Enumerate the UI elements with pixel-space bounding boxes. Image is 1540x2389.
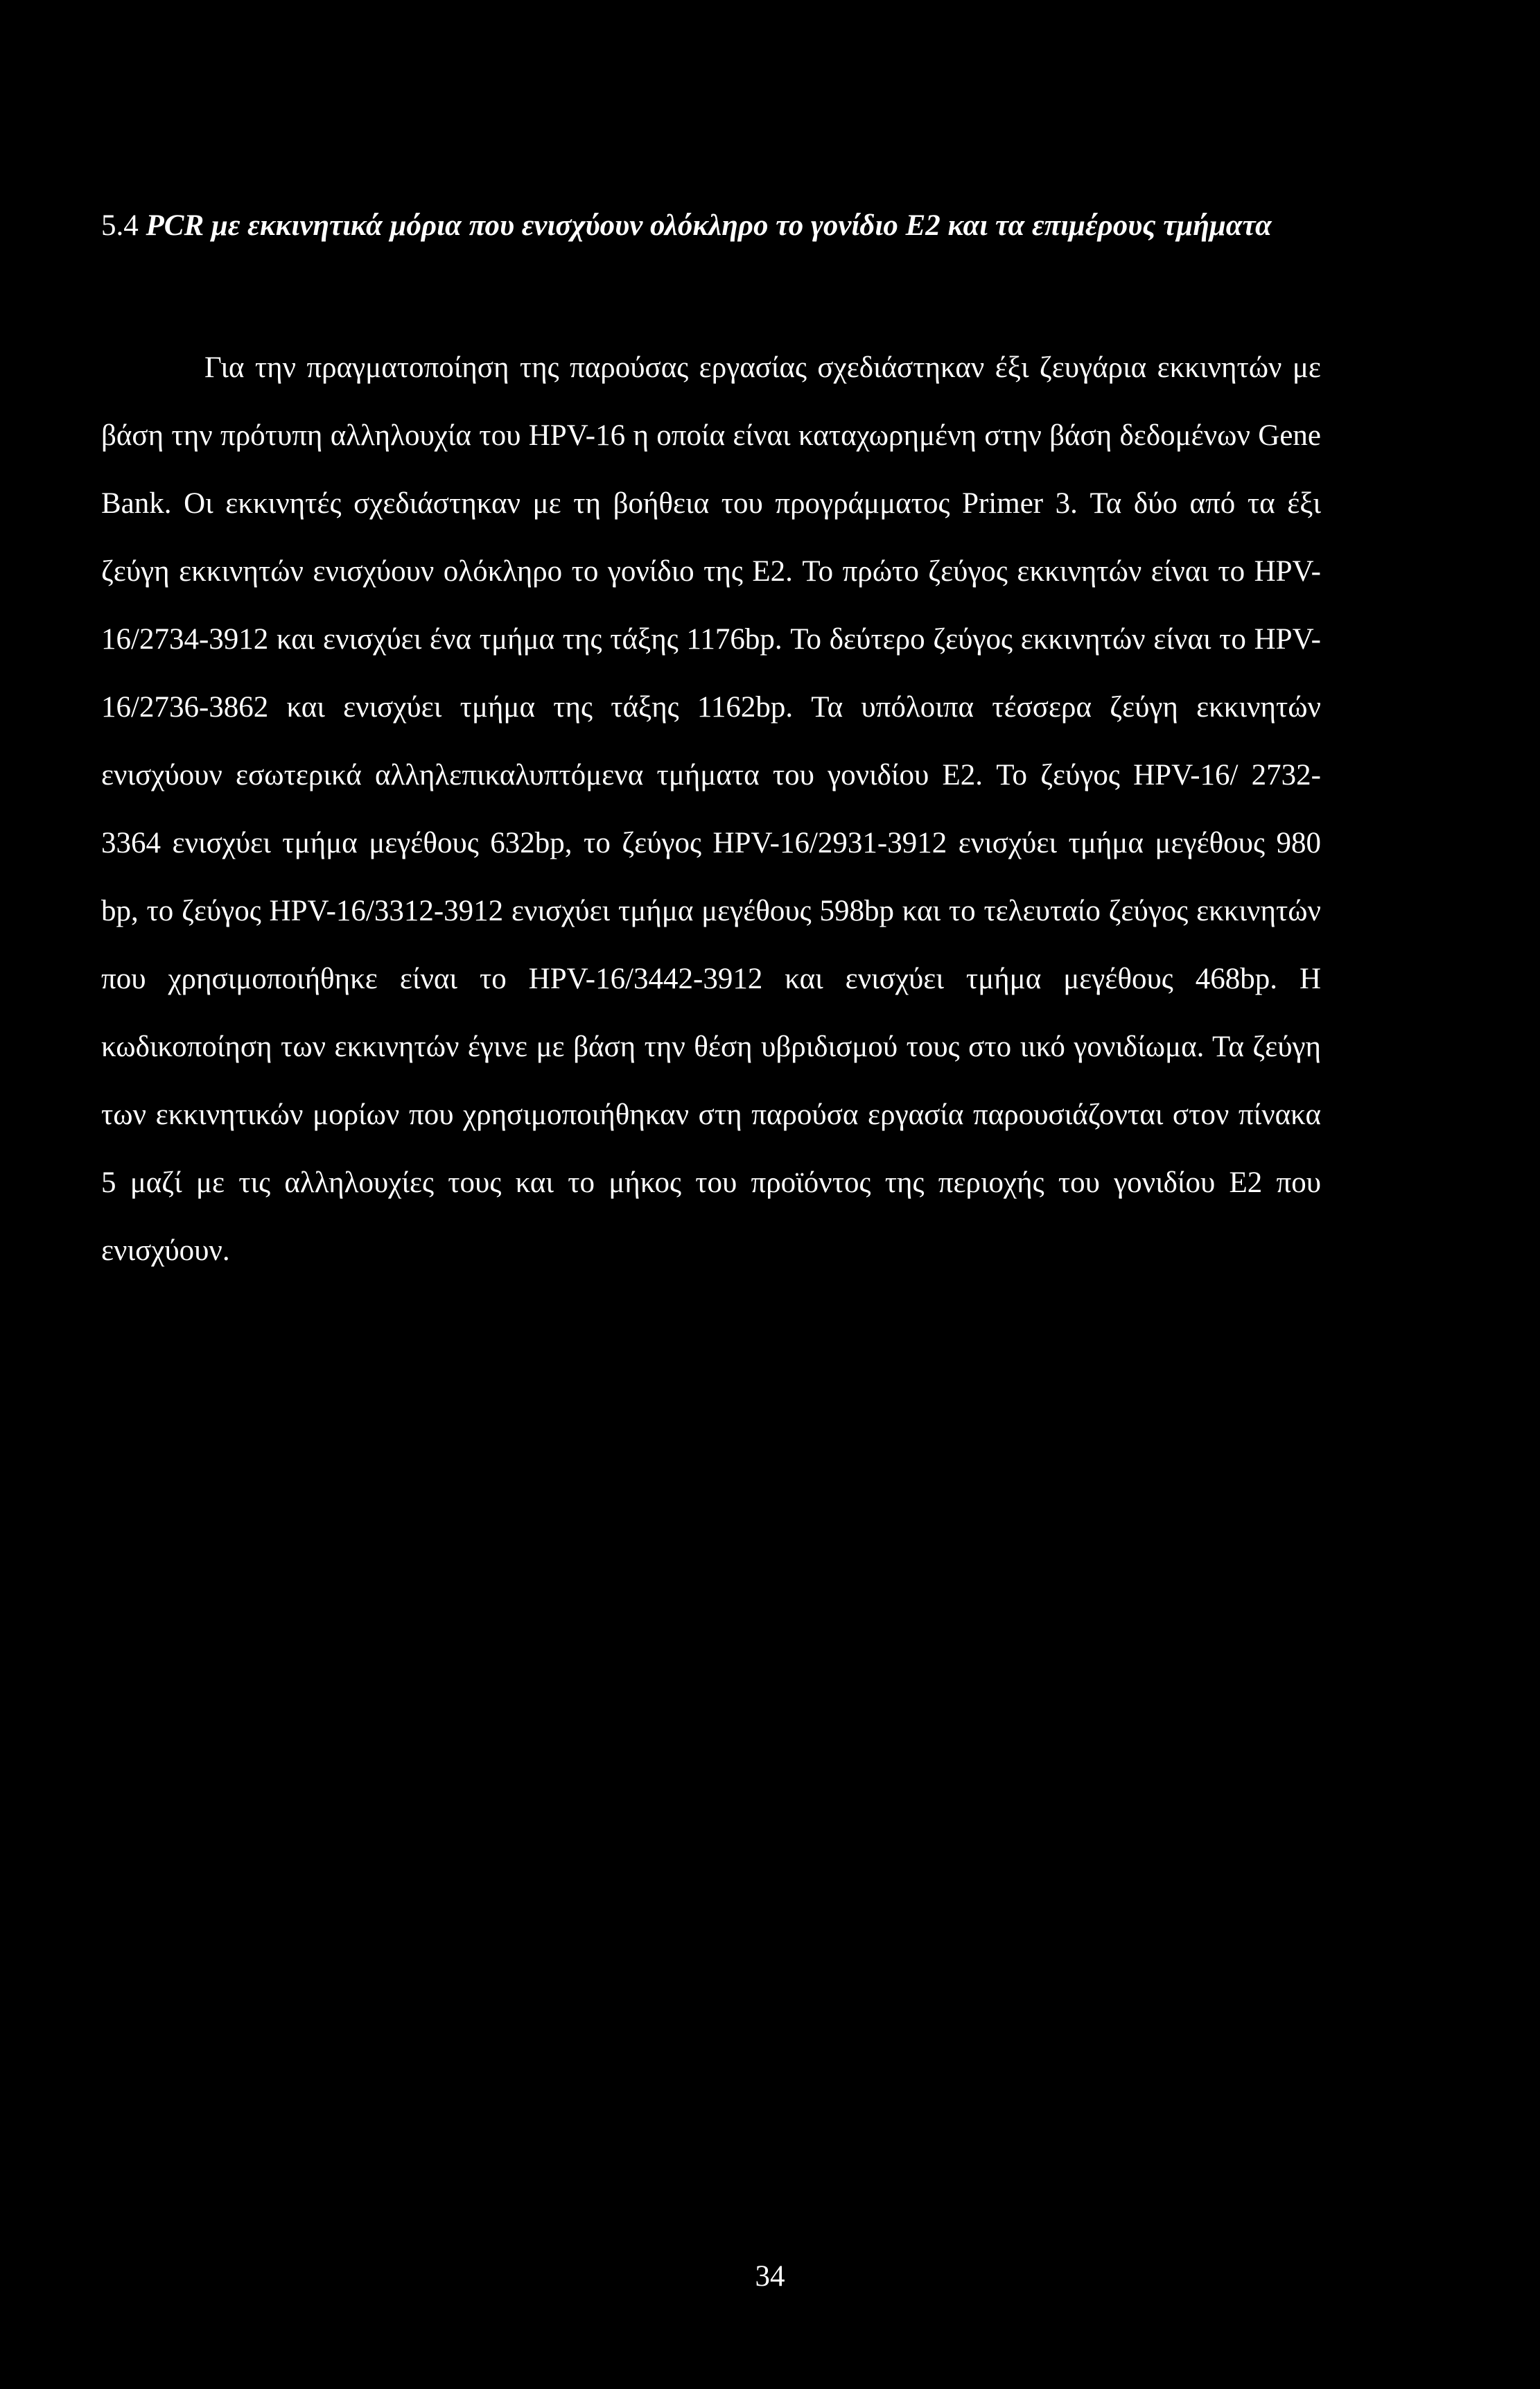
page-number: 34	[755, 2260, 785, 2293]
section-title: PCR με εκκινητικά μόρια που ενισχύουν ολόκληρο το γονίδιο E2 και τα επιμέρους τμήματα	[146, 209, 1272, 242]
section-heading	[101, 194, 1321, 258]
body-paragraph: Για την πραγματοποίηση της παρούσας εργασίας σχεδιάστηκαν έξι ζευγάρια εκκινητών με βάση την πρότυπη αλληλουχία του HPV-16 η οποία είναι καταχωρημένη στην βάση δεδομένων Gene Bank. Οι εκκινητές σχεδιάστηκαν με τη βοήθεια του προγράμματος Primer 3. Τα δύο από τα έξι ζεύγη εκκινητών ενισχύουν ολόκληρο το γονίδιο της E2. Το πρώτο ζεύγος εκκινητών είναι το HPV-16/2734-3912 και ενισχύει ένα τμήμα της τάξης 1176bp. Το δεύτερο ζεύγος εκκινητών είναι το HPV-16/2736-3862 και ενισχύει τμήμα της τάξης 1162bp. Τα υπόλοιπα τέσσερα ζεύγη εκκινητών ενισχύουν εσωτερικά αλληλεπικαλυπτόμενα τμήματα του γονιδίου E2. Το ζεύγος HPV-16/ 2732-3364 ενισχύει τμήμα μεγέθους 632bp, το ζεύγος HPV-16/2931-3912 ενισχύει τμήμα μεγέθους 980 bp, το ζεύγος HPV-16/3312-3912 ενισχύει τμήμα μεγέθους 598bp και το τελευταίο ζεύγος εκκινητών που χρησιμοποιήθηκε είναι το HPV-16/3442-3912 και ενισχύει τμήμα μεγέθους 468bp. Η κωδικοποίηση των εκκινητών έγινε με βάση την θέση υβριδισμού τους στο ιικό γονιδίωμα. Τα ζεύγη των εκκινητικών μορίων που χρησιμοποιήθηκαν στη παρούσα εργασία παρουσιάζονται στον πίνακα 5 μαζί με τις αλληλουχίες τους και το μήκος του προϊόντος της περιοχής του γονιδίου E2 που ενισχύουν.	[101, 351, 1321, 1267]
section-number: 5.4	[101, 209, 139, 242]
